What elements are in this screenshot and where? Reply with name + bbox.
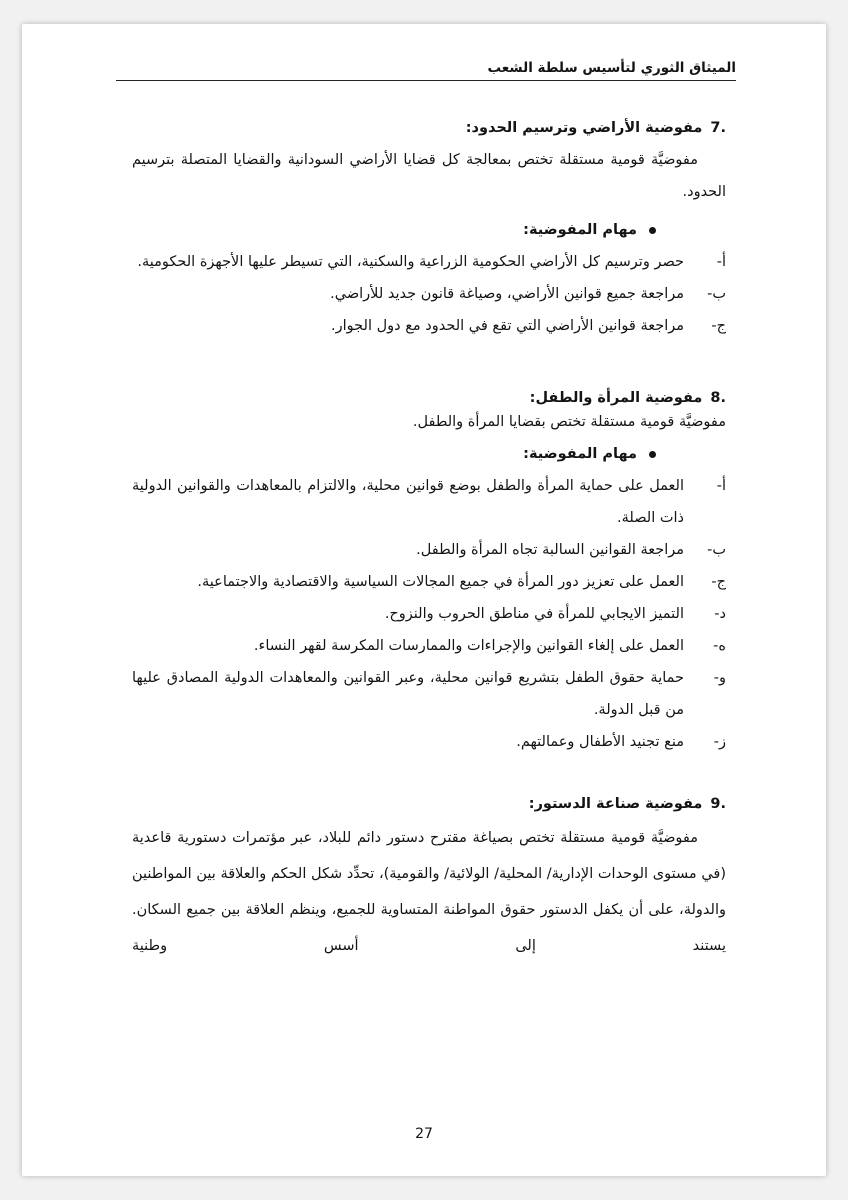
section-heading: مفوضية المرأة والطفل:	[529, 390, 703, 406]
list-item	[132, 566, 726, 598]
bullet-dot-icon	[649, 227, 656, 234]
list-marker: د-	[714, 606, 726, 622]
list-marker: ج-	[711, 574, 726, 590]
list-marker: أ-	[716, 478, 726, 494]
section-number: 9.	[710, 796, 726, 812]
list-item	[132, 662, 726, 726]
list-text: العمل على إلغاء القوانين والإجراءات والممارسات المكرسة لقهر النساء.	[253, 638, 684, 654]
list-item	[132, 470, 726, 534]
list-item	[132, 726, 726, 758]
list-item	[132, 598, 726, 630]
list-text: العمل على حماية المرأة والطفل بوضع قوانين محلية، والالتزام بالمعاهدات والقوانين الدولية ذات الصلة.	[132, 478, 684, 526]
section-number: 7.	[710, 120, 726, 136]
list-marker: ج-	[711, 318, 726, 334]
section-heading: مفوضية صناعة الدستور:	[528, 796, 703, 812]
list-text: حماية حقوق الطفل بتشريع قوانين محلية، وعبر القوانين والمعاهدات الدولية المصادق عليها من قبل الدولة.	[132, 670, 684, 718]
tasks-label: مهام المفوضية:	[523, 446, 637, 462]
section-7-tasks-label	[132, 214, 726, 246]
section-9-intro: مفوضيَّة قومية مستقلة تختص بصياغة مقترح دستور دائم للبلاد، عبر مؤتمرات دستورية قاعدية (في مستوى الوحدات الإدارية/ المحلية/ الولائية/ والقومية)، تحدِّد شكل الحكم والعلاقة بين المواطنين والدولة، على أن يكفل الدستور حقوق المواطنة المتساوية للجميع، وينظم العلاقة بين جميع السكان. يستند إلى أسس وطنية	[132, 830, 726, 954]
list-text: مراجعة قوانين الأراضي التي تقع في الحدود مع دول الجوار.	[331, 318, 684, 334]
list-marker: أ-	[716, 254, 726, 270]
list-marker: ز-	[713, 734, 726, 750]
section-9-title	[132, 788, 726, 820]
section-8-tasks-label	[132, 438, 726, 470]
list-text: مراجعة القوانين السالبة تجاه المرأة والطفل.	[416, 542, 684, 558]
page-number: 27	[415, 1126, 433, 1142]
list-marker: و-	[713, 670, 726, 686]
list-item	[132, 534, 726, 566]
list-marker: ب-	[707, 542, 726, 558]
list-marker: ه-	[713, 638, 726, 654]
list-text: منع تجنيد الأطفال وعمالتهم.	[516, 734, 684, 750]
list-marker: ب-	[707, 286, 726, 302]
list-text: حصر وترسيم كل الأراضي الحكومية الزراعية والسكنية، التي تسيطر عليها الأجهزة الحكومية.	[137, 254, 684, 270]
section-8-intro: مفوضيَّة قومية مستقلة تختص بقضايا المرأة والطفل.	[412, 414, 726, 430]
page-content	[132, 112, 726, 964]
list-item	[132, 246, 726, 278]
section-number: 8.	[710, 390, 726, 406]
section-7-title	[132, 112, 726, 144]
list-item	[132, 310, 726, 342]
document-page	[22, 24, 826, 1176]
section-7-intro: مفوضيَّة قومية مستقلة تختص بمعالجة كل قضايا الأراضي السودانية والقضايا المتصلة بترسيم الحدود.	[132, 152, 726, 200]
list-item	[132, 630, 726, 662]
list-text: التميز الايجابي للمرأة في مناطق الحروب والنزوح.	[384, 606, 684, 622]
list-text: مراجعة جميع قوانين الأراضي، وصياغة قانون جديد للأراضي.	[330, 286, 684, 302]
list-item	[132, 278, 726, 310]
list-text: العمل على تعزيز دور المرأة في جميع المجالات السياسية والاقتصادية والاجتماعية.	[197, 574, 684, 590]
tasks-label: مهام المفوضية:	[523, 222, 637, 238]
section-heading: مفوضية الأراضي وترسيم الحدود:	[465, 120, 703, 136]
running-header: الميثاق الثوري لتأسيس سلطة الشعب	[116, 60, 736, 81]
bullet-dot-icon	[649, 451, 656, 458]
